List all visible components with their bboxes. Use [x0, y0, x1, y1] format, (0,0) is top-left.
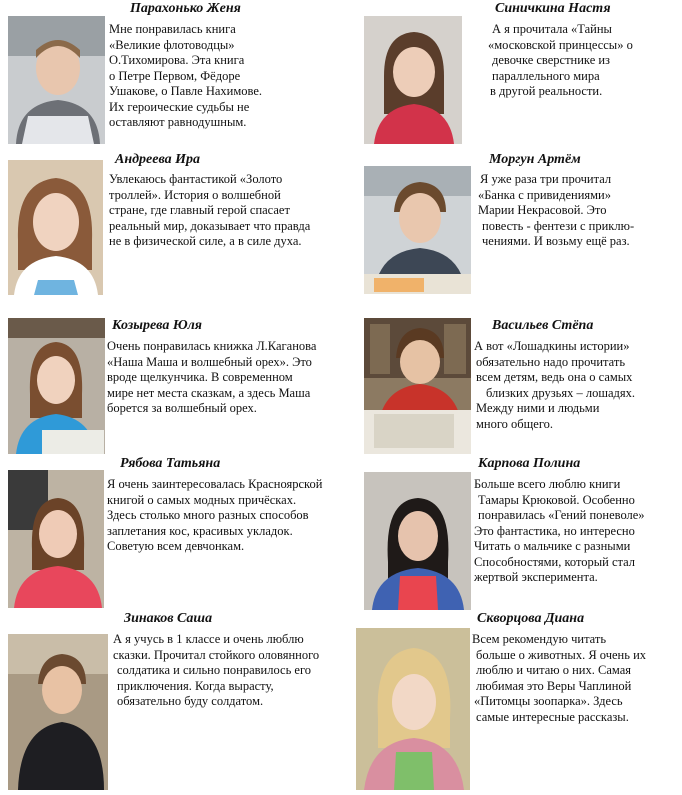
review-line: понравилась «Гений поневоле»	[478, 508, 645, 522]
child-photo-8	[364, 472, 471, 610]
child-photo-10	[356, 628, 470, 790]
review-line: А вот «Лошадкины истории»	[474, 339, 630, 353]
review-text-5	[107, 339, 316, 417]
review-text-9	[113, 632, 319, 710]
child-name-4: Моргун Артём	[489, 152, 581, 167]
review-line: Способностями, который стал	[474, 554, 636, 569]
review-line: обязательно буду солдатом.	[117, 694, 264, 708]
review-line: «Наша Маша и волшебный орех». Это	[107, 354, 312, 369]
review-line: оставляют равнодушным.	[109, 115, 247, 129]
review-line: А я учусь в 1 классе и очень люблю	[113, 632, 304, 646]
review-line: Это фантастика, но интересно	[474, 523, 635, 538]
review-line: в другой реальности.	[490, 84, 603, 98]
review-line: параллельного мира	[492, 68, 600, 83]
review-line: заплетания кос, красивых укладок.	[107, 523, 293, 538]
child-name-5: Козырева Юля	[112, 318, 203, 333]
review-line: Между ними и людьми	[476, 401, 600, 415]
review-line: «московской принцессы» о	[488, 37, 633, 52]
review-line: Всем рекомендую читать	[472, 632, 607, 646]
review-line: реальный мир, доказывает что правда	[109, 218, 311, 233]
review-line: сказки. Прочитал стойкого оловянного	[113, 647, 320, 662]
child-name-9: Зинаков Саша	[124, 611, 213, 626]
child-name-6: Васильев Стёпа	[492, 318, 594, 333]
review-text-7	[107, 477, 322, 555]
child-name-2: Синичкина Настя	[495, 1, 611, 16]
review-line: чениями. И возьму ещё раз.	[482, 234, 630, 248]
review-line: Ушакове, о Павле Нахимове.	[109, 84, 263, 98]
review-line: Я очень заинтересовалась Красноярской	[107, 477, 323, 491]
child-photo-7	[8, 470, 104, 608]
child-name-10: Скворцова Диана	[477, 611, 585, 626]
child-photo-6	[364, 318, 471, 454]
review-line: любимая это Веры Чаплиной	[476, 678, 632, 693]
review-line: Их героические судьбы не	[109, 99, 250, 114]
review-line: «Питомцы зоопарка». Здесь	[474, 694, 623, 708]
review-line: солдатика и сильно понравилось его	[117, 663, 312, 677]
review-text-2	[488, 22, 633, 100]
review-line: А я прочитала «Тайны	[492, 22, 612, 36]
review-line: стране, где главный герой спасает	[109, 203, 290, 217]
child-name-8: Карпова Полина	[478, 456, 581, 471]
child-photo-9	[8, 634, 108, 790]
review-line: Мне понравилась книга	[109, 22, 236, 36]
review-line: девочке сверстнике из	[492, 53, 610, 67]
review-line: Марии Некрасовой. Это	[478, 203, 607, 217]
child-photo-4	[364, 166, 471, 294]
child-name-3: Андреева Ира	[115, 152, 201, 167]
review-line: борется за волшебный орех.	[107, 401, 257, 415]
child-photo-3	[8, 160, 103, 295]
review-line: близких друзьях – лошадях.	[486, 385, 636, 400]
review-line: Я уже раза три прочитал	[480, 172, 612, 186]
review-line: мире нет места сказкам, а здесь Маша	[107, 385, 311, 400]
review-line: «Великие флотоводцы»	[109, 37, 235, 52]
child-photo-5	[8, 318, 105, 454]
review-line: всем детям, ведь она о самых	[476, 370, 633, 384]
review-line: Увлекаюсь фантастикой «Золото	[109, 172, 283, 186]
review-line: приключения. Когда вырасту,	[117, 678, 274, 693]
review-line: повесть - фентези с приклю-	[482, 218, 635, 233]
review-line: книгой о самых модных причёсках.	[107, 492, 297, 507]
review-line: троллей». История о волшебной	[109, 187, 281, 202]
review-text-1	[109, 22, 262, 131]
review-text-6	[474, 339, 635, 432]
review-line: Здесь столько много разных способов	[107, 508, 309, 522]
child-name-7: Рябова Татьяна	[120, 456, 221, 471]
review-line: «Банка с привидениями»	[478, 187, 612, 202]
review-line: люблю и читаю о них. Самая	[476, 663, 632, 677]
review-text-10	[472, 632, 646, 725]
child-photo-2	[364, 16, 462, 144]
review-line: О.Тихомирова. Эта книга	[109, 53, 245, 67]
review-line: Больше всего люблю книги	[474, 477, 621, 491]
review-text-3	[109, 172, 310, 250]
child-name-1: Парахонько Женя	[130, 1, 241, 16]
review-line: Читать о мальчике с разными	[474, 539, 631, 553]
review-line: не в физической силе, а в силе духа.	[109, 234, 302, 248]
review-line: больше о животных. Я очень их	[476, 647, 647, 662]
review-line: жертвой эксперимента.	[474, 570, 598, 584]
review-line: Очень понравилась книжка Л.Каганова	[107, 339, 317, 353]
review-line: вроде щелкунчика. В современном	[107, 370, 293, 384]
review-line: самые интересные рассказы.	[476, 709, 629, 724]
review-line: обязательно надо прочитать	[476, 354, 626, 369]
review-line: о Петре Первом, Фёдоре	[109, 68, 241, 83]
review-text-8	[474, 477, 645, 586]
child-photo-1	[8, 16, 105, 144]
review-line: Тамары Крюковой. Особенно	[478, 492, 635, 507]
review-line: много общего.	[476, 416, 554, 431]
review-text-4	[474, 172, 634, 250]
review-line: Советую всем девчонкам.	[107, 539, 245, 553]
